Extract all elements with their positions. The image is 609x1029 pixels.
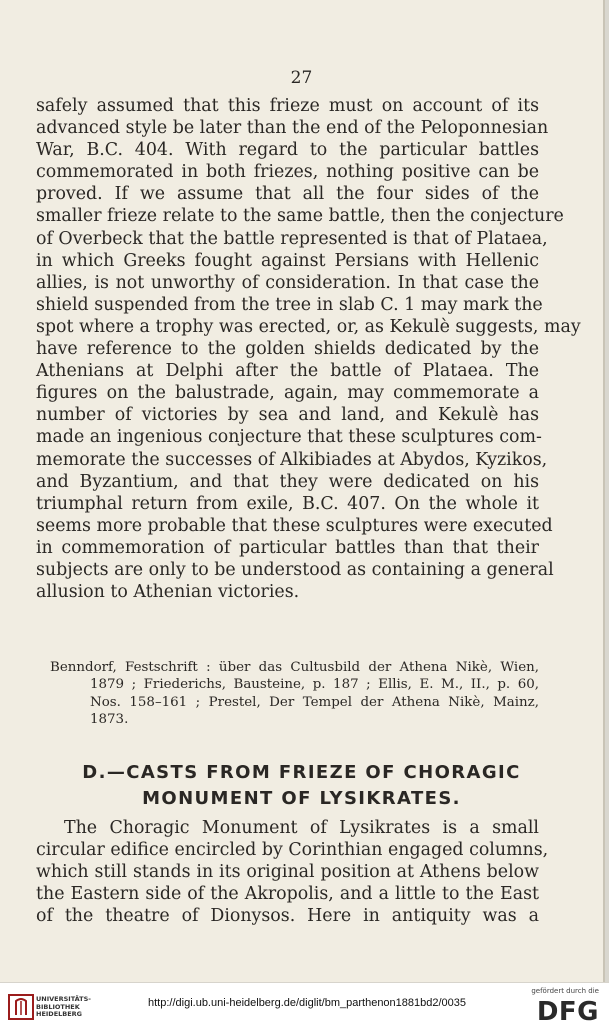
permalink-url[interactable]: http://digi.ub.uni-heidelberg.de/diglit/bm_parthenon1881bd2/0035 [148,997,467,1009]
section-heading-line-2: MONUMENT OF LYSIKRATES. [142,788,461,809]
bibliography-line: Benndorf, Festschrift : über das Cultusbild der Athena Nikè, Wien, [50,660,539,675]
text-line: smaller frieze relate to the same battle, then the conjecture [36,206,564,227]
body-paragraph [36,95,581,603]
text-line: of Overbeck that the battle represented is that of Plataea, [36,228,548,249]
funded-by-label: gefördert durch die [531,987,599,995]
bibliography-line: Nos. 158–161 ; Prestel, Der Tempel der Athena Nikè, Mainz, [90,694,539,710]
text-line: advanced style be later than the end of the Peloponnesian [36,118,549,139]
text-line: and Byzantium, and that they were dedicated on his [36,471,539,492]
text-line: triumphal return from exile, B.C. 407. On the whole it [36,493,539,514]
text-line: subjects are only to be understood as containing a general [36,559,554,580]
text-line: of the theatre of Dionysos. Here in antiquity was a [36,906,539,927]
text-line: spot where a trophy was erected, or, as Kekulè suggests, may [36,316,581,337]
university-library-logo-icon [8,993,34,1021]
text-line: circular edifice encircled by Corinthian engaged columns, [36,840,549,861]
text-line: number of victories by sea and land, and Kekulè has [36,405,539,426]
page-number: 27 [290,68,313,88]
text-line: have reference to the golden shields dedicated by the [36,339,539,360]
section-heading-line-1: D.—CASTS FROM FRIEZE OF CHORAGIC [82,762,521,783]
text-line: figures on the balustrade, again, may commemorate a [36,383,539,404]
text-line: which still stands in its original position at Athens below [36,862,539,883]
text-line: proved. If we assume that all the four sides of the [36,184,539,205]
text-line: memorate the successes of Alkibiades at Abydos, Kyzikos, [36,449,548,470]
text-line: seems more probable that these sculptures were executed [36,515,553,536]
text-line: shield suspended from the tree in slab C. 1 may mark the [36,294,543,315]
text-line: Athenians at Delphi after the battle of Plataea. The [36,361,539,382]
bibliography-note [36,659,539,729]
text-line: safely assumed that this frieze must on account of its [36,96,539,116]
text-line: War, B.C. 404. With regard to the particular battles [36,140,539,161]
bibliography-line: 1873. [90,712,129,728]
text-line: allusion to Athenian victories. [36,582,300,603]
bibliography-line: 1879 ; Friederichs, Bausteine, p. 187 ; Ellis, E. M., II., p. 60, [90,677,539,693]
text-line: The Choragic Monument of Lysikrates is a small [64,818,539,838]
section-paragraph [36,817,549,927]
dfg-logo: DFG [536,997,599,1027]
text-line: commemorated in both friezes, nothing positive can be [36,162,539,183]
text-line: made an ingenious conjecture that these sculptures com- [36,427,542,448]
university-name: UNIVERSITÄTS- BIBLIOTHEK HEIDELBERG [36,995,91,1018]
text-line: in commemoration of particular battles than that their [36,537,539,558]
library-footer [0,982,609,1029]
text-line: in which Greeks fought against Persians with Hellenic [36,250,539,271]
text-line: allies, is not unworthy of consideration. In that case the [36,272,539,293]
text-line: the Eastern side of the Akropolis, and a little to the East [36,884,539,905]
